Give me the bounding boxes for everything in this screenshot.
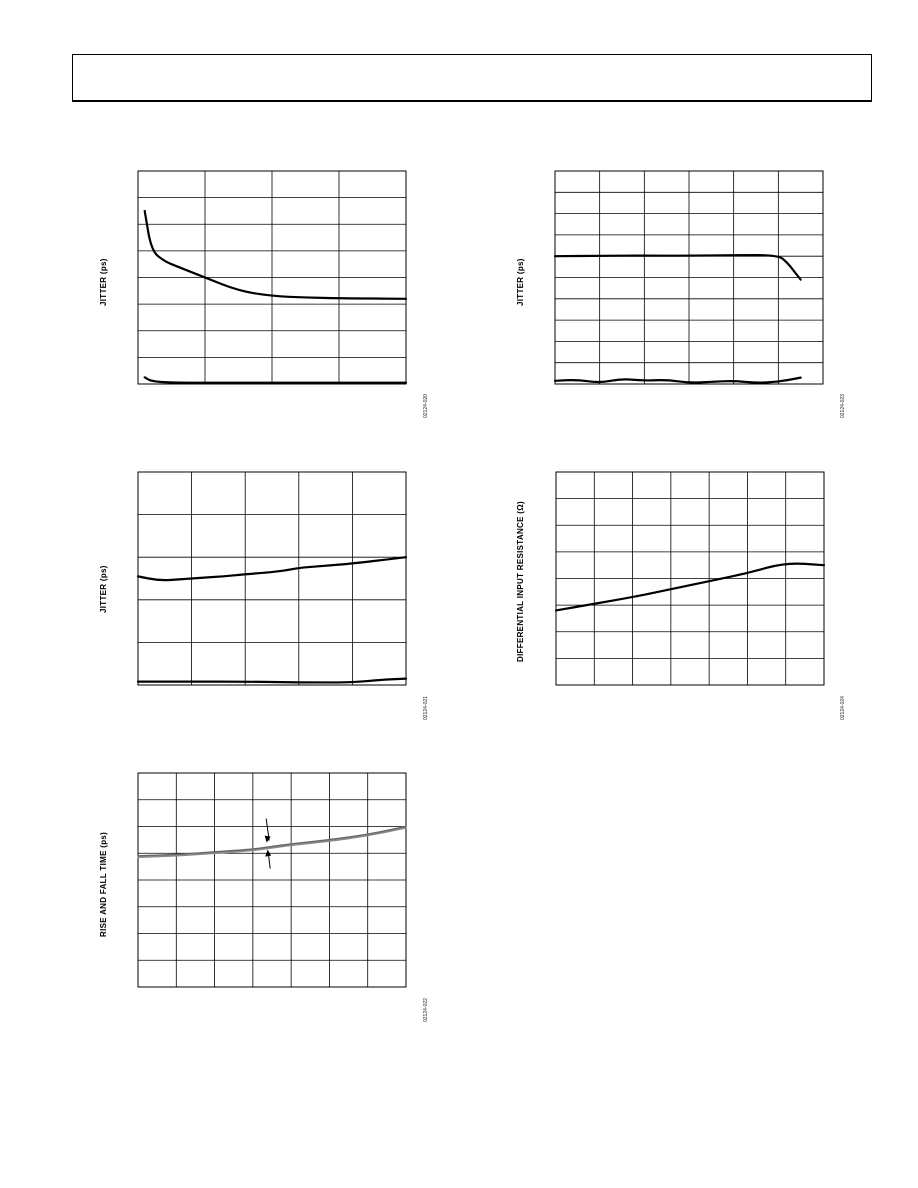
- series-line-1: [555, 255, 801, 279]
- chart-1-ylabel: JITTER (ps): [99, 258, 108, 306]
- series-line-1: [138, 827, 406, 856]
- chart-2-plot: [555, 171, 823, 384]
- jitter-chart-1: [138, 171, 406, 384]
- chart-3-figure-code: 02124-021: [423, 696, 429, 720]
- series-line-2: [138, 828, 406, 857]
- chart-5-figure-code: 02124-022: [423, 998, 429, 1022]
- annotation-arrowhead-upper: [265, 836, 271, 843]
- series-line-2: [138, 679, 406, 683]
- series-line-1: [556, 564, 824, 611]
- chart-1-figure-code: 02124-020: [423, 394, 429, 418]
- series-line-2: [145, 377, 406, 382]
- chart-2-ylabel: JITTER (ps): [516, 258, 525, 306]
- jitter-chart-2: [555, 171, 823, 384]
- series-line-2: [555, 378, 801, 383]
- chart-4-plot: [556, 472, 824, 685]
- chart-4-ylabel: DIFFERENTIAL INPUT RESISTANCE (Ω): [516, 501, 525, 662]
- chart-4-figure-code: 02124-024: [840, 696, 846, 720]
- chart-2-figure-code: 02124-023: [840, 394, 846, 418]
- chart-5-ylabel: RISE AND FALL TIME (ps): [99, 831, 108, 937]
- jitter-chart-3: [138, 472, 406, 685]
- chart-3-ylabel: JITTER (ps): [99, 565, 108, 613]
- resistance-chart: [556, 472, 824, 685]
- chart-1-plot: [138, 171, 406, 384]
- chart-3-plot: [138, 472, 406, 685]
- series-line-1: [138, 557, 406, 580]
- rise-fall-chart: [138, 773, 406, 987]
- page-header-box: [72, 54, 872, 102]
- chart-5-plot: [138, 773, 406, 987]
